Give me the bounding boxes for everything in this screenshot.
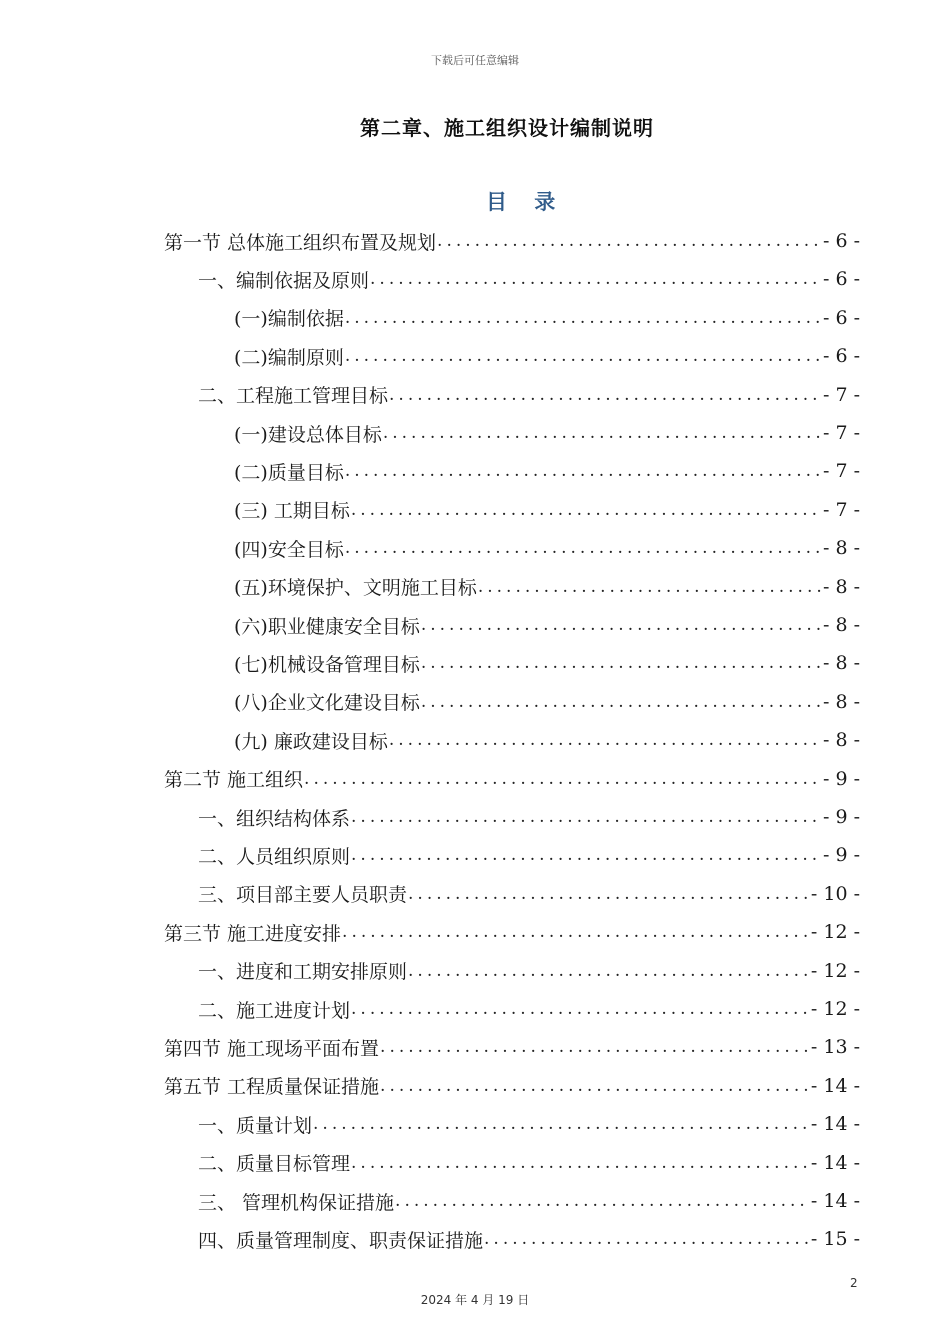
toc-entry-page: - 14 - <box>810 1074 860 1097</box>
toc-leader-dots <box>350 500 821 520</box>
header-note: 下载后可任意编辑 <box>431 54 519 67</box>
toc-entry-page: - 12 - <box>810 921 860 944</box>
toc-entry[interactable] <box>198 260 860 298</box>
toc-entry[interactable] <box>234 644 860 682</box>
toc-entry-page: - 8 - <box>822 729 860 752</box>
toc-entry-page: - 6 - <box>822 345 860 368</box>
toc-entry[interactable] <box>164 760 860 798</box>
toc-entry-label: 第二节 施工组织 <box>164 769 304 792</box>
toc-entry-page: - 7 - <box>822 498 860 521</box>
toc-leader-dots <box>477 577 821 597</box>
toc-entry-page: - 6 - <box>822 306 860 329</box>
toc-entry[interactable] <box>198 952 860 990</box>
toc-entry-label: (二)编制原则 <box>234 346 344 369</box>
toc-entry-label: (六)职业健康安全目标 <box>234 615 420 638</box>
toc-entry[interactable] <box>234 721 860 759</box>
toc-leader-dots <box>420 653 821 673</box>
toc-entry-label: (八)企业文化建设目标 <box>234 692 420 715</box>
toc-entry-page: - 8 - <box>822 614 860 636</box>
toc-entry[interactable] <box>164 1067 860 1105</box>
toc-entry[interactable] <box>198 990 860 1028</box>
toc-leader-dots <box>407 884 809 904</box>
toc-entry[interactable] <box>164 1028 860 1066</box>
toc-entry[interactable] <box>234 414 860 452</box>
toc-entry-label: 一、进度和工期安排原则 <box>198 961 408 984</box>
toc-entry-page: - 8 - <box>822 652 860 675</box>
toc-entry-label: (一)编制依据 <box>234 308 344 331</box>
toc-entry-label: (七)机械设备管理目标 <box>234 653 420 676</box>
page-number: 2 <box>850 1276 858 1290</box>
toc-entry-label: 第一节 总体施工组织布置及规划 <box>164 231 437 254</box>
toc-entry-label: 第三节 施工进度安排 <box>164 922 342 945</box>
toc-entry-page: - 7 - <box>822 422 860 444</box>
toc-leader-dots <box>388 385 821 405</box>
toc-leader-dots <box>436 231 821 251</box>
toc-leader-dots <box>303 769 821 789</box>
toc-leader-dots <box>379 1037 809 1057</box>
toc-entry-page: - 15 - <box>810 1228 860 1251</box>
toc-entry-page: - 8 - <box>822 537 860 560</box>
toc-leader-dots <box>344 308 821 328</box>
toc-leader-dots <box>407 961 809 981</box>
toc-entry[interactable] <box>234 299 860 337</box>
toc-leader-dots <box>369 269 821 289</box>
toc-leader-dots <box>312 1114 809 1134</box>
toc-entry-label: 一、组织结构体系 <box>198 807 351 830</box>
toc-entry-page: - 14 - <box>810 1113 860 1136</box>
toc-entry-label: (四)安全目标 <box>234 538 344 561</box>
toc-entry-page: - 14 - <box>810 1190 860 1212</box>
toc-leader-dots <box>394 1191 809 1211</box>
toc-entry-page: - 9 - <box>822 806 860 828</box>
toc-entry-label: 一、编制依据及原则 <box>198 269 370 292</box>
toc-entry-page: - 7 - <box>822 383 860 406</box>
toc-entry-label: 二、人员组织原则 <box>198 845 351 868</box>
toc-entry[interactable] <box>164 913 860 951</box>
toc-entry[interactable] <box>198 376 860 414</box>
toc-entry-page: - 8 - <box>822 575 860 598</box>
toc-leader-dots <box>420 615 821 635</box>
toc-leader-dots <box>420 692 821 712</box>
toc-entry[interactable] <box>234 568 860 606</box>
toc-entry-label: 二、施工进度计划 <box>198 999 351 1022</box>
toc-entry-label: 第四节 施工现场平面布置 <box>164 1037 380 1060</box>
toc-entry-page: - 9 - <box>822 767 860 790</box>
toc-entry-label: 二、质量目标管理 <box>198 1153 351 1176</box>
toc-entry-page: - 6 - <box>822 230 860 252</box>
toc-leader-dots <box>344 346 821 366</box>
toc-entry-label: 三、 管理机构保证措施 <box>198 1191 395 1214</box>
toc-entry[interactable] <box>234 337 860 375</box>
toc-entry-page: - 13 - <box>810 1036 860 1059</box>
toc-leader-dots <box>344 461 821 481</box>
toc-entry[interactable] <box>234 529 860 567</box>
toc-leader-dots <box>388 730 821 750</box>
toc-entry-page: - 12 - <box>810 998 860 1020</box>
toc-leader-dots <box>350 1153 809 1173</box>
toc-entry-label: (三) 工期目标 <box>234 500 350 523</box>
toc-leader-dots <box>341 922 809 942</box>
toc-leader-dots <box>483 1229 809 1249</box>
toc-entry-label: 二、工程施工管理目标 <box>198 385 389 408</box>
toc-entry[interactable] <box>164 222 860 260</box>
toc-entry-label: (二)质量目标 <box>234 461 344 484</box>
toc-leader-dots <box>350 999 809 1019</box>
toc-entry-label: 一、质量计划 <box>198 1114 313 1137</box>
toc-entry[interactable] <box>198 875 860 913</box>
chapter-title: 第二章、施工组织设计编制说明 <box>360 116 654 140</box>
toc-entry-page: - 7 - <box>822 460 860 483</box>
toc-entry-page: - 10 - <box>810 882 860 905</box>
toc-entry-page: - 9 - <box>822 844 860 867</box>
toc-entry[interactable] <box>198 798 860 836</box>
toc-leader-dots <box>382 423 821 443</box>
footer-date: 2024 年 4 月 19 日 <box>420 1293 530 1307</box>
toc-entry-label: 四、质量管理制度、职责保证措施 <box>198 1229 484 1252</box>
toc-entry-label: (九) 廉政建设目标 <box>234 730 388 753</box>
toc-leader-dots <box>350 845 821 865</box>
toc-leader-dots <box>379 1076 809 1096</box>
toc-entry-label: 第五节 工程质量保证措施 <box>164 1076 380 1099</box>
toc-entry[interactable] <box>198 1182 860 1220</box>
toc-entry-label: 三、项目部主要人员职责 <box>198 884 408 907</box>
toc-entry[interactable] <box>234 606 860 644</box>
toc-leader-dots <box>344 538 821 558</box>
toc-entry[interactable] <box>198 1220 860 1258</box>
toc-entry[interactable] <box>234 491 860 529</box>
toc-entry[interactable] <box>198 836 860 874</box>
toc-heading: 目 录 <box>486 190 566 214</box>
toc-entry[interactable] <box>234 452 860 490</box>
toc-entry-page: - 6 - <box>822 268 860 291</box>
toc-entry-page: - 12 - <box>810 959 860 982</box>
toc-entry[interactable] <box>198 1144 860 1182</box>
toc-entry-label: (五)环境保护、文明施工目标 <box>234 577 477 600</box>
toc-entry-label: (一)建设总体目标 <box>234 423 382 446</box>
toc-leader-dots <box>350 807 821 827</box>
toc-entry[interactable] <box>234 683 860 721</box>
toc-entry-page: - 8 - <box>822 690 860 713</box>
toc-entry[interactable] <box>198 1105 860 1143</box>
toc-entry-page: - 14 - <box>810 1151 860 1174</box>
